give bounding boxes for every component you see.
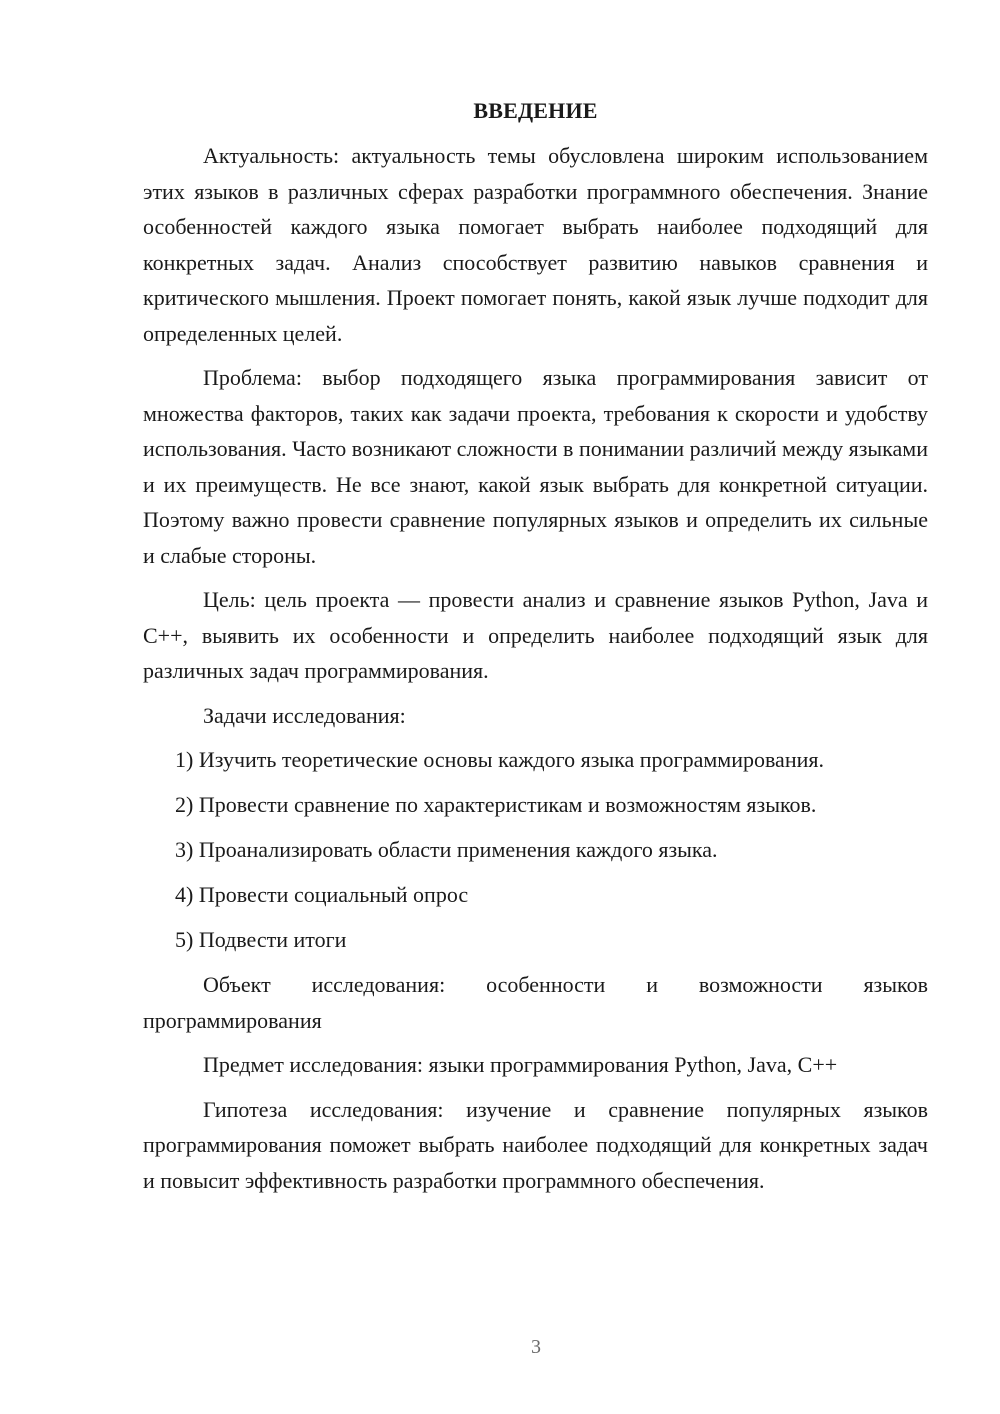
list-item-text: Провести социальный опрос (198, 882, 469, 907)
list-item (143, 742, 928, 778)
section-title: ВВЕДЕНИЕ (473, 98, 598, 123)
list-item (143, 832, 928, 868)
list-item-text: Проанализировать области применения каждого языка. (198, 837, 718, 862)
tasks-list (143, 742, 928, 958)
paragraph-object: Объект исследования: особенности и возможности языков программирования (143, 972, 928, 1033)
list-item-text: Изучить теоретические основы каждого языка программирования. (198, 747, 824, 772)
paragraph-goal: Цель: цель проекта — провести анализ и сравнение языков Python, Java и C++, выявить их особенности и определить наиболее подходящий язык для различных задач программирования. (143, 587, 928, 683)
paragraph-problem: Проблема: выбор подходящего языка программирования зависит от множества факторов, таких как задачи проекта, требования к скорости и удобству использования. Часто возникают сложности в понимании различий между языками и их преимуществ. Не все знают, какой язык выбрать для конкретной ситуации. Поэтому важно провести сравнение популярных языков и определить их сильные и слабые стороны. (143, 365, 928, 568)
list-item-number: 3) (175, 837, 194, 862)
paragraph-subject: Предмет исследования: языки программирования Python, Java, C++ (203, 1052, 838, 1077)
list-item (143, 877, 928, 913)
paragraph-hypothesis: Гипотеза исследования: изучение и сравнение популярных языков программирования поможет выбрать наиболее подходящий для конкретных задач и повысит эффективность разработки программного обеспечения. (143, 1096, 928, 1193)
page-number: 3 (531, 1336, 541, 1358)
page-content (143, 96, 928, 1207)
list-item (143, 787, 928, 823)
list-item (143, 922, 928, 958)
list-item-number: 2) (175, 792, 194, 817)
list-item-number: 1) (175, 747, 194, 772)
list-item-number: 4) (175, 882, 194, 907)
list-item-text: Провести сравнение по характеристикам и возможностям языков. (198, 792, 817, 817)
tasks-heading: Задачи исследования: (203, 702, 406, 728)
paragraph-relevance: Актуальность: актуальность темы обусловлена широким использованием этих языков в различных сферах разработки программного обеспечения. Знание особенностей каждого языка помогает выбрать наиболее подходящий для конкретных задач. Анализ способствует развитию навыков сравнения и критического мышления. Проект помогает понять, какой язык лучше подходит для определенных целей. (143, 143, 928, 346)
list-item-text: Подвести итоги (198, 927, 347, 952)
list-item-number: 5) (175, 927, 194, 952)
